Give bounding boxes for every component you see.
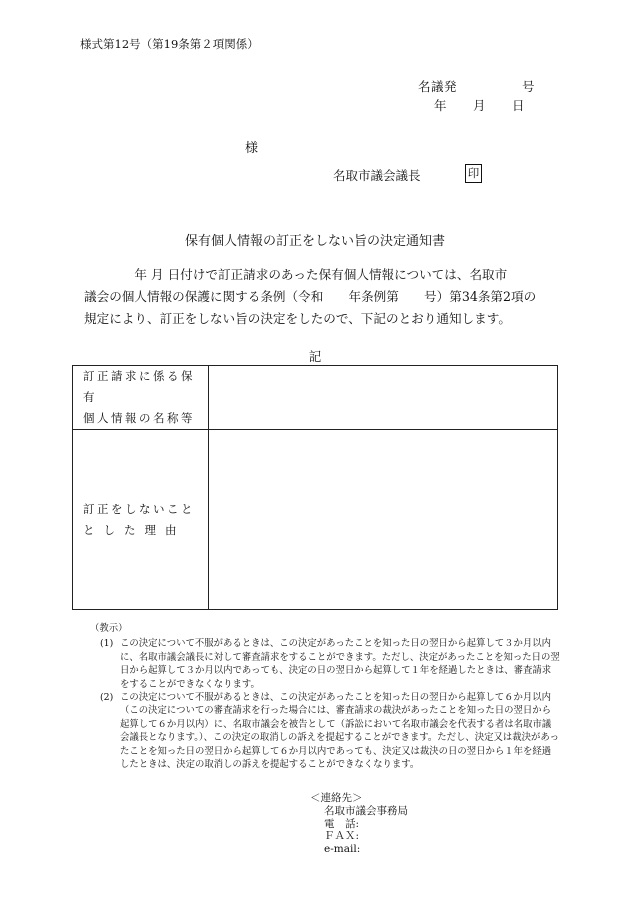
- notice-body: [84, 264, 544, 330]
- contact-heading: ＜連絡先＞: [310, 792, 363, 804]
- contact-block: [310, 792, 408, 856]
- note-text: この決定について不服があるときは、この決定があったことを知った日の翌日から起算して３か月以内に、名取市議会議長に対して審査請求をすることができます。ただし、決定があったことを知った日の翌日から起算して３か月以内であっても、決定の日の翌日から起算して１年を経過したときは、審査請求をすることができなくなります。: [120, 638, 560, 690]
- issue-date: 年 月 日: [434, 98, 526, 113]
- reason-value[interactable]: [209, 430, 558, 610]
- notice-body-line: 年 月 日付けで訂正請求のあった保有個人情報については、名取市: [84, 267, 508, 282]
- seal-mark: 印: [465, 164, 482, 183]
- note-item: [100, 637, 560, 691]
- instruction-notes: [90, 622, 560, 771]
- table-row: [73, 366, 558, 430]
- note-number: (1): [100, 638, 114, 650]
- note-number: (2): [100, 692, 114, 704]
- contact-office: 名取市議会事務局: [324, 804, 408, 817]
- note-text: この決定について不服があるときは、この決定があったことを知った日の翌日から起算して６か月以内（この決定についての審査請求を行った場合には、審査請求の裁決があったことを知った日の翌日から起算して６か月以内）に、名取市議会を被告として（訴訟において名取市議会を代表する者は名取市議会議長となります。）、この決定の取消しの訴えを提起することができます。ただし、決定又は裁決があったことを知った日の翌日から起算して６か月以内であっても、決定又は裁決の日の翌日から１年を経過したときは、決定の取消しの訴えを提起することができなくなります。: [120, 692, 560, 771]
- notice-body-line: 議会の個人情報の保護に関する条例（令和 年条例第 号）第34条第2項の: [84, 289, 537, 304]
- form-number: 様式第12号（第19条第２項関係）: [80, 37, 259, 51]
- notes-heading: （教示）: [90, 623, 128, 634]
- decision-table: [72, 365, 558, 610]
- issuer-title: 名取市議会議長: [333, 168, 421, 183]
- reason-label-line2: とした理由: [83, 522, 186, 537]
- contact-fax: ＦＡＸ:: [324, 830, 360, 843]
- note-item: [100, 691, 560, 771]
- addressee-honorific: 様: [245, 141, 259, 156]
- contact-email: e-mail:: [324, 843, 361, 856]
- table-row: [73, 430, 558, 610]
- reason-label: [73, 430, 209, 610]
- info-name-label: [73, 366, 209, 430]
- info-name-value[interactable]: [209, 366, 558, 430]
- document-number: 名議発 号: [418, 79, 536, 94]
- contact-phone: 電 話:: [324, 817, 360, 830]
- ki-heading: 記: [308, 349, 322, 364]
- info-name-label-line1: 訂正請求に係る保有: [83, 369, 195, 404]
- notice-body-line: 規定により、訂正をしない旨の決定をしたので、下記のとおり通知します。: [84, 311, 511, 326]
- info-name-label-line2: 個人情報の名称等: [83, 411, 195, 425]
- reason-label-line1: 訂正をしないこと: [83, 501, 195, 516]
- document-title: 保有個人情報の訂正をしない旨の決定通知書: [184, 234, 445, 249]
